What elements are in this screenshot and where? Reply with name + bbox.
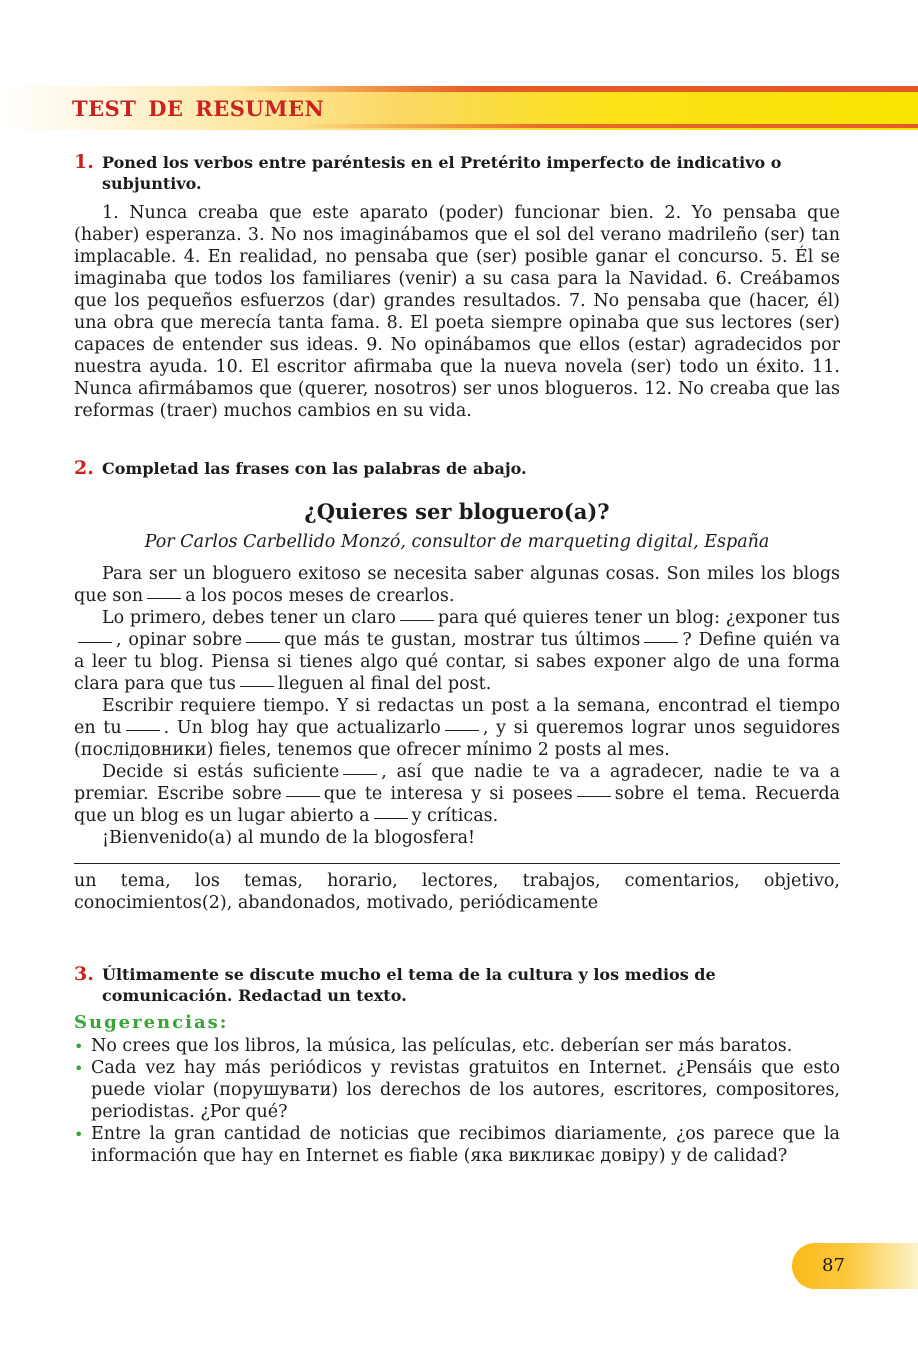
article-title: ¿Quieres ser bloguero(a)? bbox=[304, 499, 610, 524]
word-bank: un tema, los temas, horario, lectores, trabajos, comentarios, objetivo, conocimientos(2), abandonados, motivado, periódicamente bbox=[74, 871, 840, 913]
task-3-number: 3. bbox=[74, 963, 94, 985]
suggestion-item: • No crees que los libros, la música, las películas, etc. deberían ser más baratos. bbox=[74, 1036, 793, 1056]
bullet-icon: • bbox=[74, 1125, 84, 1144]
task-3-instruction: Últimamente se discute mucho el tema de la cultura y los medios de comunicación. Redactad un texto. bbox=[102, 965, 716, 1005]
task-3-header bbox=[74, 964, 840, 1006]
gap-blank bbox=[644, 641, 678, 643]
suggestion-item: • Cada vez hay más periódicos y revistas gratuitos en Internet. ¿Pensáis que esto puede violar (порушувати) los derechos de los autores, escritores, compositores, periodistas. ¿Por qué? bbox=[74, 1058, 840, 1122]
task-2-number: 2. bbox=[74, 457, 94, 479]
section-banner bbox=[0, 86, 918, 130]
task-3 bbox=[74, 964, 840, 1167]
gap-blank bbox=[374, 817, 408, 819]
gap-blank bbox=[240, 685, 274, 687]
task-1-exercise-text: 1. Nunca creaba que este aparato (poder) funcionar bien. 2. Yo pensaba que (haber) esperanza. 3. No nos imaginábamos que el sol del verano madrileño (ser) tan implacable. 4. En realidad, no pensaba que (ser) posible ganar el concurso. 5. Él se imaginaba que todos los familiares (venir) a su casa para la Navidad. 6. Creábamos que los pequeños esfuerzos (dar) grandes resultados. 7. No pensaba que (hacer, él) una obra que merecía tanta fama. 8. El poeta siempre opinaba que sus lectores (ser) capaces de entender sus ideas. 9. No opinábamos que ellos (estar) agradecidos por nuestra ayuda. 10. El escritor afirmaba que la nueva novela (ser) todo un éxito. 11. Nunca afirmábamos que (querer, nosotros) ser unos blogueros. 12. No creaba que las reformas (traer) muchos cambios en su vida. bbox=[74, 203, 840, 421]
article-paragraph-1: Para ser un bloguero exitoso se necesita saber algunas cosas. Son miles los blogs que son a los pocos meses de crearlos. bbox=[74, 564, 840, 606]
gap-blank bbox=[147, 597, 181, 599]
bullet-icon: • bbox=[74, 1037, 84, 1056]
article-paragraph-5: ¡Bienvenido(a) al mundo de la blogosfera! bbox=[102, 828, 476, 848]
gap-blank bbox=[577, 795, 611, 797]
task-1-instruction: Poned los verbos entre paréntesis en el Pretérito imperfecto de indicativo o subjuntivo. bbox=[102, 153, 782, 193]
page-number: 87 bbox=[822, 1255, 845, 1276]
page-number-tab bbox=[792, 1243, 918, 1289]
article-paragraph-3: Escribir requiere tiempo. Y si redactas un post a la semana, encontrad el tiempo en tu . Un blog hay que actualizarlo , y si queremos lograr unos seguidores (послідовники) fieles, tenemos que ofrecer mínimo 2 posts al mes. bbox=[74, 696, 840, 760]
task-1 bbox=[74, 152, 840, 422]
gap-blank bbox=[343, 773, 377, 775]
banner-stripe-bottom bbox=[300, 124, 918, 128]
task-2-header bbox=[74, 458, 840, 479]
task-1-header bbox=[74, 152, 840, 194]
divider-line bbox=[74, 863, 840, 864]
gap-blank bbox=[246, 641, 280, 643]
suggestions-list bbox=[74, 1035, 840, 1167]
gap-blank bbox=[400, 619, 434, 621]
gap-blank bbox=[445, 729, 479, 731]
gap-blank bbox=[78, 641, 112, 643]
banner-stripe-top bbox=[240, 86, 918, 92]
gap-blank bbox=[286, 795, 320, 797]
suggestions-heading: Sugerencias: bbox=[74, 1012, 229, 1033]
gap-blank bbox=[126, 729, 160, 731]
bullet-icon: • bbox=[74, 1059, 84, 1078]
article-paragraph-2: Lo primero, debes tener un claro para qué quieres tener un blog: ¿exponer tus, opinar sobre que más te gustan, mostrar tus últimos ? Define quién va a leer tu blog. Piensa si tienes algo qué contar, si sabes exponer algo de una forma clara para que tus lleguen al final del post. bbox=[74, 608, 841, 694]
task-2-instruction: Completad las frases con las palabras de abajo. bbox=[102, 459, 527, 478]
section-title: TEST DE RESUMEN bbox=[72, 96, 325, 121]
task-2 bbox=[74, 458, 840, 914]
task-1-number: 1. bbox=[74, 151, 94, 173]
article-byline: Por Carlos Carbellido Monzó, consultor de marqueting digital, España bbox=[144, 532, 770, 552]
suggestion-item: • Entre la gran cantidad de noticias que recibimos diariamente, ¿os parece que la información que hay en Internet es fiable (яка викликає довіру) y de calidad? bbox=[74, 1124, 840, 1166]
article-paragraph-4: Decide si estás suficiente , así que nadie te va a agradecer, nadie te va a premiar. Escribe sobre que te interesa y si posees sobre el tema. Recuerda que un blog es un lugar abierto a y críticas. bbox=[74, 762, 840, 826]
